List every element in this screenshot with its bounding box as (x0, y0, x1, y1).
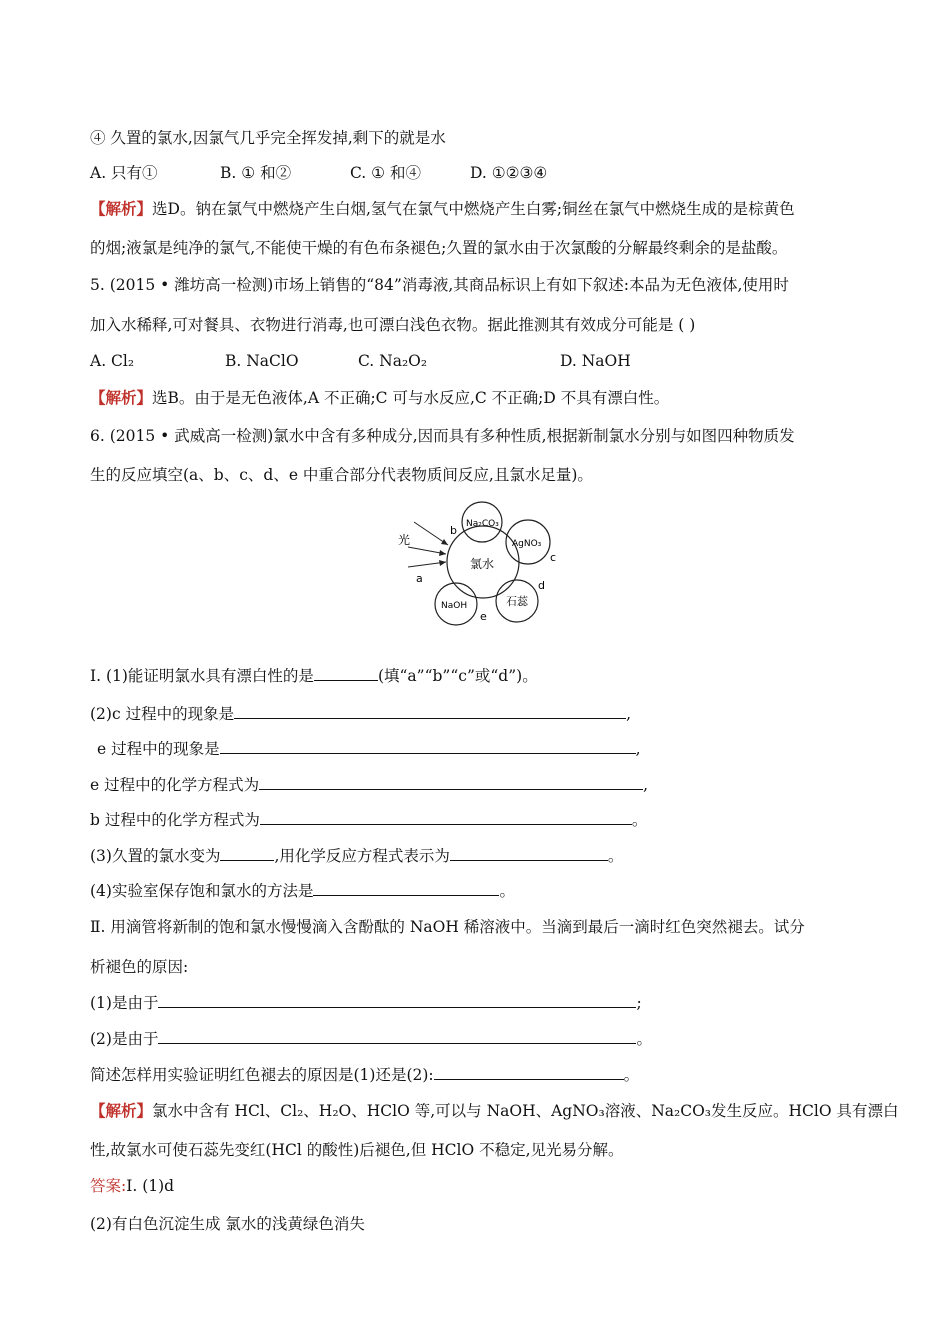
q5-option-b: B. NaClO (225, 352, 299, 370)
q6-part1-3-mid: ,用化学反应方程式表示为 (274, 847, 450, 865)
answer-blank[interactable] (220, 739, 636, 754)
light-label: 光 (398, 533, 411, 547)
q5-option-a: A. Cl₂ (90, 352, 135, 370)
answer-blank[interactable] (314, 666, 378, 681)
q6-stem-1: 6. (2015 • 武威高一检测)氯水中含有多种成分,因而具有多种性质,根据新制氯水分别与如图四种物质发 (90, 427, 795, 445)
q5-option-d: D. NaOH (560, 352, 631, 370)
punct-comma: , (635, 740, 641, 758)
q6-part2-stem-2: 析褪色的原因: (90, 958, 189, 976)
label-d: d (538, 579, 545, 592)
q5-analysis-line (90, 388, 669, 408)
q4-analysis-line-1 (90, 199, 795, 219)
answer-blank[interactable] (158, 993, 636, 1008)
q6-part1-2c-text: e 过程中的化学方程式为 (90, 776, 260, 794)
answer-blank[interactable] (259, 775, 643, 790)
punct-period: 。 (631, 811, 648, 829)
q6-part1-2d (90, 810, 647, 830)
q6-part1-2c (90, 775, 648, 795)
analysis-tag: 【解析】 (90, 388, 153, 407)
answer-blank[interactable] (450, 846, 608, 861)
answer-tag: 答案: (90, 1177, 127, 1195)
q6-part2-a-text: (1)是由于 (90, 994, 159, 1012)
q4-item-4: ④ 久置的氯水,因氯气几乎完全挥发掉,剩下的就是水 (90, 129, 446, 147)
q6-analysis-line-1 (90, 1101, 898, 1121)
q4-option-c: C. ① 和④ (350, 164, 421, 182)
center-label: 氯水 (470, 557, 495, 571)
answer-blank[interactable] (313, 881, 499, 896)
arrow-head (439, 550, 446, 556)
label-e: e (480, 610, 487, 623)
q4-option-a: A. 只有① (90, 164, 158, 182)
q6-answer-text-1: Ⅰ. (1)d (126, 1177, 175, 1195)
answer-blank[interactable] (220, 846, 274, 861)
q6-part1-2a-text: (2)c 过程中的现象是 (90, 705, 235, 723)
label-c: c (550, 551, 557, 564)
q5-stem-2: 加入水稀释,可对餐具、衣物进行消毒,也可漂白浅色衣物。据此推测其有效成分可能是 ( ) (90, 316, 696, 334)
q6-part1-1 (90, 666, 538, 686)
q6-part2-c (90, 1065, 639, 1085)
label-a: a (416, 572, 423, 585)
q6-part1-3 (90, 846, 623, 866)
punct-period: 。 (623, 1066, 640, 1084)
q6-part1-1-post: (填“a”“b”“c”或“d”)。 (377, 667, 538, 685)
q6-part2-a (90, 993, 642, 1013)
punct-comma: , (626, 705, 632, 723)
q6-part1-2a (90, 704, 631, 724)
punct-comma: , (643, 776, 649, 794)
q4-options (90, 163, 547, 183)
q4-analysis-text-1: 选D。钠在氯气中燃烧产生白烟,氢气在氯气中燃烧产生白雾;铜丝在氯气中燃烧生成的是棕黄色 (152, 200, 795, 218)
answer-blank[interactable] (234, 704, 626, 719)
q6-part1-2d-text: b 过程中的化学方程式为 (90, 811, 260, 829)
q6-part2-stem-1: Ⅱ. 用滴管将新制的饱和氯水慢慢滴入含酚酞的 NaOH 稀溶液中。当滴到最后一滴时红色突然褪去。试分 (90, 918, 805, 936)
label-b: b (450, 524, 457, 537)
q4-analysis-line-2: 的烟;液氯是纯净的氯气,不能使干燥的有色布条褪色;久置的氯水由于次氯酸的分解最终剩余的是盐酸。 (90, 239, 788, 257)
q6-answer-line-2: (2)有白色沉淀生成 氯水的浅黄绿色消失 (90, 1215, 365, 1233)
q5-options (90, 351, 631, 371)
arrow-head (439, 560, 446, 566)
na2co3-label: Na₂CO₃ (466, 519, 499, 529)
q6-stem-2: 生的反应填空(a、b、c、d、e 中重合部分代表物质间反应,且氯水足量)。 (90, 466, 593, 484)
litmus-label: 石蕊 (506, 595, 528, 608)
q6-part2-c-text: 简述怎样用实验证明红色褪去的原因是(1)还是(2): (90, 1066, 434, 1084)
q6-part1-4 (90, 881, 515, 901)
q5-analysis-text: 选B。由于是无色液体,A 不正确;C 可与水反应,C 不正确;D 不具有漂白性。 (152, 389, 670, 407)
answer-blank[interactable] (158, 1029, 636, 1044)
q6-analysis-text-1: 氯水中含有 HCl、Cl₂、H₂O、HClO 等,可以与 NaOH、AgNO₃溶液、Na₂CO₃发生反应。HClO 具有漂白 (152, 1102, 899, 1120)
punct-period: 。 (499, 882, 515, 900)
chlorine-water-diagram (390, 494, 575, 634)
punct-period: 。 (607, 847, 624, 865)
q5-stem-1: 5. (2015 • 潍坊高一检测)市场上销售的“84”消毒液,其商品标识上有如下叙述:本品为无色液体,使用时 (90, 276, 789, 294)
q6-part2-b-text: (2)是由于 (90, 1030, 159, 1048)
q6-part1-4-text: (4)实验室保存饱和氯水的方法是 (90, 882, 314, 900)
answer-blank[interactable] (434, 1065, 624, 1080)
punct-semicolon: ; (636, 994, 642, 1012)
agno3-label: AgNO₃ (512, 539, 542, 549)
q4-option-d: D. ①②③④ (470, 164, 548, 182)
answer-blank[interactable] (260, 810, 632, 825)
q6-part1-2b-text: e 过程中的现象是 (97, 740, 220, 758)
q6-part2-b (90, 1029, 652, 1049)
naoh-label: NaOH (441, 601, 468, 611)
q6-answer-line-1 (90, 1176, 174, 1196)
q6-part1-2b (97, 739, 641, 759)
q6-part1-3-pre: (3)久置的氯水变为 (90, 847, 221, 865)
analysis-tag: 【解析】 (90, 199, 153, 218)
q6-analysis-line-2: 性,故氯水可使石蕊先变红(HCl 的酸性)后褪色,但 HClO 不稳定,见光易分解。 (90, 1141, 624, 1159)
q6-part1-1-pre: Ⅰ. (1)能证明氯水具有漂白性的是 (90, 667, 314, 685)
q4-option-b: B. ① 和② (220, 164, 292, 182)
q5-option-c: C. Na₂O₂ (358, 352, 428, 370)
analysis-tag: 【解析】 (90, 1101, 153, 1120)
arrow-head (441, 539, 448, 545)
punct-period: 。 (636, 1030, 652, 1048)
